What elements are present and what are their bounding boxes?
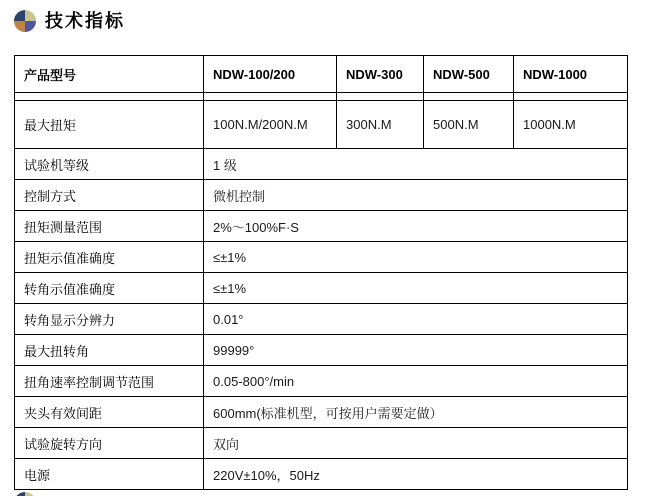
- spec-table: [14, 55, 628, 490]
- spec-label: 最大扭矩: [15, 101, 204, 149]
- spec-value: 2%～100%F·S: [204, 211, 628, 242]
- table-row-angle-accuracy: [15, 273, 628, 304]
- spec-label: 扭角速率控制调节范围: [15, 366, 204, 397]
- col-header-product-model: 产品型号: [15, 56, 204, 93]
- spec-label: 试验机等级: [15, 149, 204, 180]
- spec-value: 1000N.M: [514, 101, 628, 149]
- spec-value: ≤±1%: [204, 242, 628, 273]
- sphere-quadrant-bottom-left: [14, 21, 25, 32]
- spec-label: 电源: [15, 459, 204, 490]
- table-row-rotation-direction: [15, 428, 628, 459]
- table-row-power-supply: [15, 459, 628, 490]
- sphere-quadrant-bottom-right: [25, 21, 36, 32]
- spec-value: 100N.M/200N.M: [204, 101, 337, 149]
- table-header-row: [15, 56, 628, 93]
- col-header-ndw-1000: NDW-1000: [514, 56, 628, 93]
- quadrant-sphere-icon-partial: [14, 492, 36, 496]
- spec-value: 600mm(标准机型，可按用户需要定做）: [204, 397, 628, 428]
- table-row-machine-grade: [15, 149, 628, 180]
- spec-label: 试验旋转方向: [15, 428, 204, 459]
- spec-value: 0.05-800°/min: [204, 366, 628, 397]
- table-row-speed-range: [15, 366, 628, 397]
- spec-value: ≤±1%: [204, 273, 628, 304]
- sphere-quadrant-top-left: [14, 492, 25, 496]
- spec-label: 控制方式: [15, 180, 204, 211]
- sphere-quadrant-top-right: [25, 10, 36, 21]
- table-row-torque-accuracy: [15, 242, 628, 273]
- col-header-ndw-300: NDW-300: [337, 56, 424, 93]
- title-bar: [14, 10, 125, 32]
- page-title: 技术指标: [45, 11, 125, 31]
- sphere-quadrant-top-left: [14, 10, 25, 21]
- quadrant-sphere-icon: [14, 10, 36, 32]
- spec-value: 双向: [204, 428, 628, 459]
- table-row-torque-range: [15, 211, 628, 242]
- spacer-cell: [204, 93, 337, 101]
- table-row-chuck-spacing: [15, 397, 628, 428]
- spacer-cell: [337, 93, 424, 101]
- spec-value: 220V±10%，50Hz: [204, 459, 628, 490]
- spec-value: 0.01°: [204, 304, 628, 335]
- col-header-ndw-500: NDW-500: [424, 56, 514, 93]
- table-row-control-mode: [15, 180, 628, 211]
- header-spacer-row: [15, 93, 628, 101]
- spec-label: 最大扭转角: [15, 335, 204, 366]
- spacer-cell: [424, 93, 514, 101]
- spec-value: 300N.M: [337, 101, 424, 149]
- table-row-max-torsion-angle: [15, 335, 628, 366]
- spec-label: 扭矩示值准确度: [15, 242, 204, 273]
- sphere-quadrant-top-right: [25, 492, 36, 496]
- spacer-cell: [15, 93, 204, 101]
- spec-label: 夹头有效间距: [15, 397, 204, 428]
- spec-value: 微机控制: [204, 180, 628, 211]
- spec-value: 99999°: [204, 335, 628, 366]
- spec-value: 500N.M: [424, 101, 514, 149]
- col-header-ndw-100-200: NDW-100/200: [204, 56, 337, 93]
- spacer-cell: [514, 93, 628, 101]
- spec-value: 1 级: [204, 149, 628, 180]
- spec-label: 转角显示分辨力: [15, 304, 204, 335]
- table-row-angle-resolution: [15, 304, 628, 335]
- spec-label: 转角示值准确度: [15, 273, 204, 304]
- spec-label: 扭矩测量范围: [15, 211, 204, 242]
- table-row-max-torque: [15, 101, 628, 149]
